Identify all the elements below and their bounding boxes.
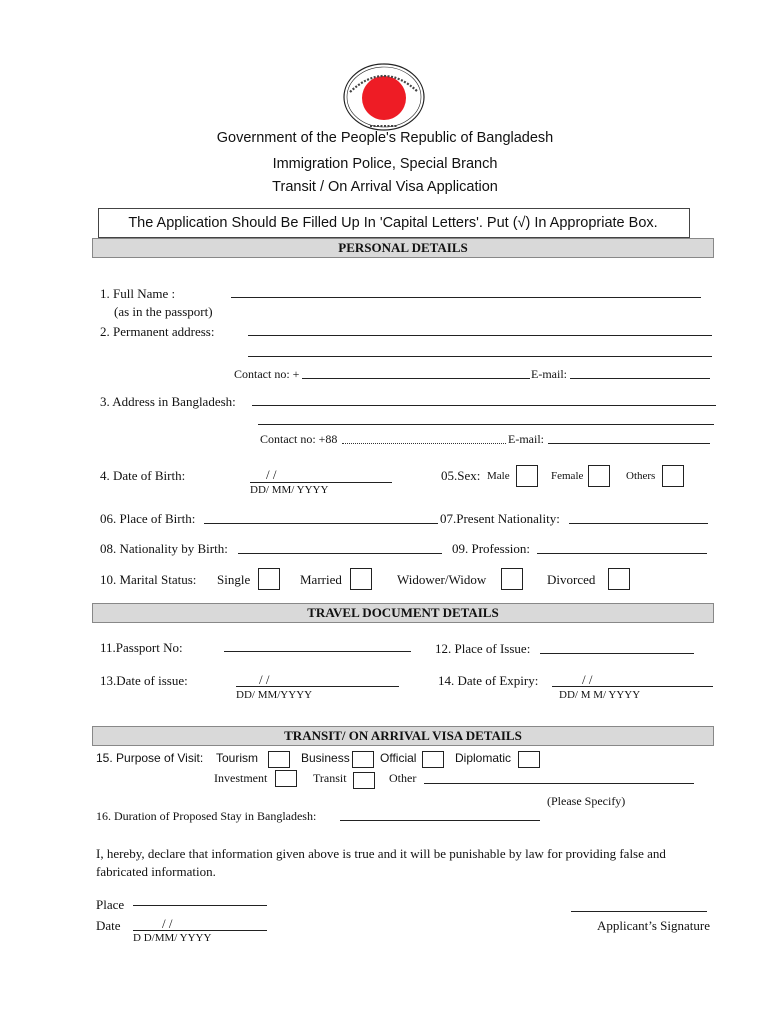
email-label: E-mail: <box>531 367 567 381</box>
nationality-by-birth-label: 08. Nationality by Birth: <box>100 541 228 556</box>
profession-field[interactable] <box>537 553 707 554</box>
dob-field[interactable] <box>250 482 392 483</box>
divorced-checkbox[interactable] <box>608 568 630 590</box>
signature-field[interactable] <box>571 911 707 912</box>
date-field[interactable] <box>133 930 267 931</box>
widower-label: Widower/Widow <box>397 572 487 587</box>
place-of-issue-field[interactable] <box>540 653 694 654</box>
bd-address-field-1[interactable] <box>252 405 716 406</box>
full-name-label: 1. Full Name : <box>100 286 176 301</box>
date-of-expiry-label: 14. Date of Expiry: <box>438 673 539 688</box>
form-title: Transit / On Arrival Visa Application <box>272 179 498 195</box>
place-of-issue-label: 12. Place of Issue: <box>435 641 531 656</box>
sex-label: 05.Sex: <box>441 468 481 483</box>
sex-others-checkbox[interactable] <box>662 465 684 487</box>
bd-contact-field[interactable] <box>342 443 506 444</box>
present-nationality-label: 07.Present Nationality: <box>440 511 560 526</box>
investment-checkbox[interactable] <box>275 770 297 787</box>
declaration-line-1: I, hereby, declare that information given above is true and it will be punishable by law for providing false and <box>96 846 666 861</box>
place-of-birth-field[interactable] <box>204 523 438 524</box>
sex-male-label: Male <box>487 470 510 482</box>
declaration-line-2: fabricated information. <box>96 864 216 879</box>
diplomatic-checkbox[interactable] <box>518 751 540 768</box>
bd-email-label: E-mail: <box>508 432 544 446</box>
nationality-by-birth-field[interactable] <box>238 553 442 554</box>
email-field[interactable] <box>570 378 710 379</box>
date-format: D D/MM/ YYYY <box>133 932 212 944</box>
issue-slashes: / / <box>259 672 270 687</box>
dob-format: DD/ MM/ YYYY <box>250 484 329 496</box>
expiry-format: DD/ M M/ YYYY <box>559 689 641 701</box>
travel-details-header: TRAVEL DOCUMENT DETAILS <box>92 603 714 623</box>
married-checkbox[interactable] <box>350 568 372 590</box>
business-checkbox[interactable] <box>352 751 374 768</box>
signature-label: Applicant’s Signature <box>597 918 711 933</box>
tourism-checkbox[interactable] <box>268 751 290 768</box>
visa-details-header: TRANSIT/ ON ARRIVAL VISA DETAILS <box>92 726 714 746</box>
present-nationality-field[interactable] <box>569 523 708 524</box>
single-label: Single <box>217 572 251 587</box>
profession-label: 09. Profession: <box>452 541 530 556</box>
divorced-label: Divorced <box>547 572 596 587</box>
permanent-address-field-2[interactable] <box>248 356 712 357</box>
diplomatic-label: Diplomatic <box>455 751 512 765</box>
government-title: Government of the People's Republic of Bangladesh <box>216 130 554 146</box>
bd-address-field-2[interactable] <box>258 424 714 425</box>
transit-label: Transit <box>313 771 347 785</box>
business-label: Business <box>301 751 350 765</box>
place-of-birth-label: 06. Place of Birth: <box>100 511 196 526</box>
transit-checkbox[interactable] <box>353 772 375 789</box>
duration-field[interactable] <box>340 820 540 821</box>
sex-others-label: Others <box>626 470 656 482</box>
permanent-address-label: 2. Permanent address: <box>100 324 215 339</box>
date-label: Date <box>96 918 121 933</box>
bd-address-label: 3. Address in Bangladesh: <box>100 394 236 409</box>
place-label: Place <box>96 897 125 912</box>
married-label: Married <box>300 572 342 587</box>
contact-label: Contact no: + <box>234 367 300 381</box>
sex-male-checkbox[interactable] <box>516 465 538 487</box>
place-field[interactable] <box>133 905 267 906</box>
full-name-field[interactable] <box>231 297 701 298</box>
contact-field[interactable] <box>302 378 530 379</box>
personal-details-header: PERSONAL DETAILS <box>92 238 714 258</box>
duration-label: 16. Duration of Proposed Stay in Bangladesh: <box>96 809 317 823</box>
seal-red-circle <box>362 76 406 120</box>
please-specify-note: (Please Specify) <box>547 794 626 808</box>
official-checkbox[interactable] <box>422 751 444 768</box>
permanent-address-field-1[interactable] <box>248 335 712 336</box>
other-field[interactable] <box>424 783 694 784</box>
passport-no-field[interactable] <box>224 651 411 652</box>
official-label: Official <box>380 751 417 765</box>
instruction-text: The Application Should Be Filled Up In 'Capital Letters'. Put (√) In Appropriate Box. <box>128 215 658 231</box>
single-checkbox[interactable] <box>258 568 280 590</box>
passport-no-label: 11.Passport No: <box>100 640 183 655</box>
government-seal <box>340 62 428 132</box>
bd-contact-label: Contact no: +88 <box>260 432 338 446</box>
purpose-label: 15. Purpose of Visit: <box>96 751 204 765</box>
expiry-slashes: / / <box>582 672 593 687</box>
dob-slashes: / / <box>266 467 277 482</box>
investment-label: Investment <box>214 771 268 785</box>
issue-format: DD/ MM/YYYY <box>236 689 313 701</box>
passport-note: (as in the passport) <box>114 304 213 319</box>
sex-female-checkbox[interactable] <box>588 465 610 487</box>
date-of-expiry-field[interactable] <box>552 686 713 687</box>
marital-status-label: 10. Marital Status: <box>100 572 197 587</box>
date-slashes: / / <box>162 916 173 931</box>
sex-female-label: Female <box>551 470 584 482</box>
department-title: Immigration Police, Special Branch <box>272 156 498 172</box>
bd-email-field[interactable] <box>548 443 710 444</box>
dob-label: 4. Date of Birth: <box>100 468 186 483</box>
tourism-label: Tourism <box>216 751 259 765</box>
other-label: Other <box>389 771 417 785</box>
widower-checkbox[interactable] <box>501 568 523 590</box>
date-of-issue-label: 13.Date of issue: <box>100 673 188 688</box>
date-of-issue-field[interactable] <box>236 686 399 687</box>
